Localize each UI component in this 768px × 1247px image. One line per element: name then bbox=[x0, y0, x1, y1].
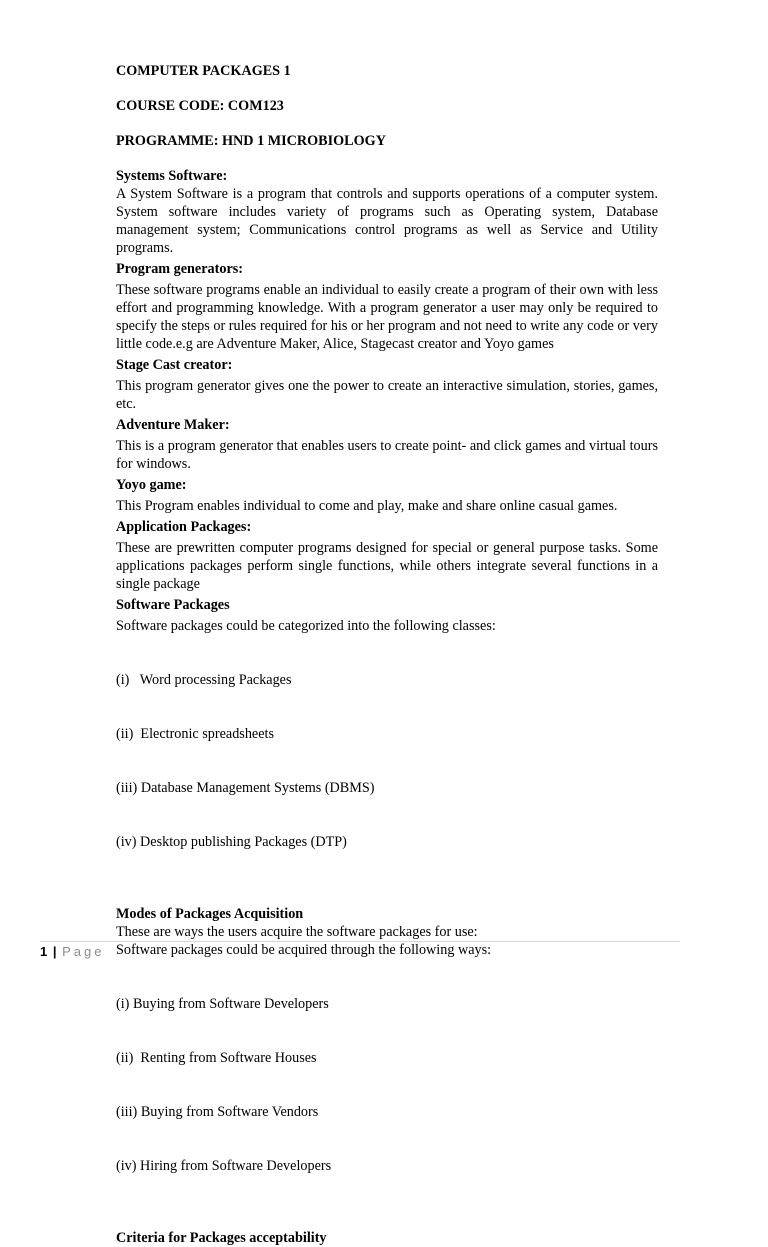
systems-software-heading: Systems Software: bbox=[116, 168, 228, 184]
systems-software-body: A System Software is a program that controls and supports operations of a computer system. System software includes variety of programs such as Operating system, Database management system; Communications control programs as well as Service and Utility programs. bbox=[116, 186, 658, 256]
criteria-heading: Criteria for Packages acceptability bbox=[116, 1230, 327, 1246]
footer-separator: | bbox=[52, 944, 57, 959]
list-item: (iii) Database Management Systems (DBMS) bbox=[116, 780, 375, 796]
page-label: Page bbox=[62, 944, 105, 959]
application-packages-heading: Application Packages: bbox=[116, 519, 252, 535]
document-page bbox=[116, 62, 658, 1247]
modes-line-2: Software packages could be acquired through the following ways: bbox=[116, 942, 492, 958]
list-item: (ii) Renting from Software Houses bbox=[116, 1050, 317, 1066]
software-packages-intro: Software packages could be categorized into the following classes: bbox=[116, 618, 496, 634]
list-item: (iv) Desktop publishing Packages (DTP) bbox=[116, 834, 347, 850]
software-packages-list bbox=[116, 635, 658, 887]
modes-list bbox=[116, 959, 658, 1211]
list-item: (i) Word processing Packages bbox=[116, 672, 292, 688]
modes-heading: Modes of Packages Acquisition bbox=[116, 906, 304, 922]
yoyo-game-body: This Program enables individual to come and play, make and share online casual games. bbox=[116, 498, 618, 514]
adventure-maker-heading: Adventure Maker: bbox=[116, 417, 230, 433]
yoyo-game-heading: Yoyo game: bbox=[116, 477, 187, 493]
list-item: (ii) Electronic spreadsheets bbox=[116, 726, 274, 742]
stage-cast-body: This program generator gives one the power to create an interactive simulation, stories, games, etc. bbox=[116, 378, 658, 412]
program-generators-body: These software programs enable an individual to easily create a program of their own with less effort and programming knowledge. With a program generator a user may only be required to specify the steps or rules required for his or her program and not need to write any code or very little code.e.g are Adventure Maker, Alice, Stagecast creator and Yoyo games bbox=[116, 282, 658, 352]
application-packages-body: These are prewritten computer programs designed for special or general purpose tasks. Some applications packages perform single functions, while others integrate several functions in a single package bbox=[116, 540, 658, 592]
software-packages-heading: Software Packages bbox=[116, 597, 230, 613]
adventure-maker-body: This is a program generator that enables users to create point- and click games and virtual tours for windows. bbox=[116, 438, 658, 472]
footer-divider bbox=[40, 941, 680, 942]
programme: PROGRAMME: HND 1 MICROBIOLOGY bbox=[116, 133, 386, 149]
page-number: 1 bbox=[40, 944, 48, 959]
list-item: (iii) Buying from Software Vendors bbox=[116, 1104, 319, 1120]
program-generators-heading: Program generators: bbox=[116, 261, 243, 277]
list-item: (i) Buying from Software Developers bbox=[116, 996, 329, 1012]
document-title: COMPUTER PACKAGES 1 bbox=[116, 63, 291, 79]
stage-cast-heading: Stage Cast creator: bbox=[116, 357, 233, 373]
modes-line-1: These are ways the users acquire the software packages for use: bbox=[116, 924, 478, 940]
course-code: COURSE CODE: COM123 bbox=[116, 98, 284, 114]
list-item: (iv) Hiring from Software Developers bbox=[116, 1158, 332, 1174]
page-footer bbox=[40, 944, 105, 959]
